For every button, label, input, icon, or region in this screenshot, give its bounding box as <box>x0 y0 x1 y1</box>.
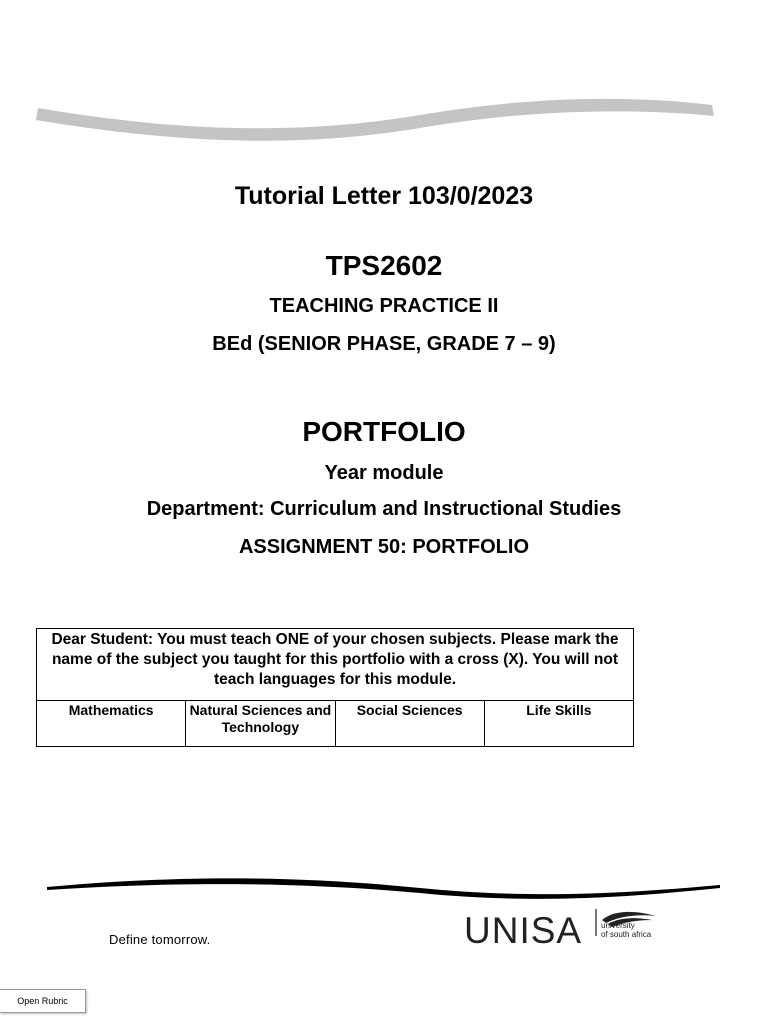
subject-row <box>37 701 633 746</box>
logo-sub-line-2: of south africa <box>601 929 652 939</box>
module-type: Year module <box>324 462 444 484</box>
department: Department: Curriculum and Instructional Studies <box>146 498 622 520</box>
subject-cell-natural-sciences: Natural Sciences and Technology <box>186 701 335 746</box>
subject-cell-mathematics: Mathematics <box>37 701 186 746</box>
tutorial-letter-title: Tutorial Letter 103/0/2023 <box>234 182 534 210</box>
subject-cell-social-sciences: Social Sciences <box>336 701 485 746</box>
subject-cell-life-skills: Life Skills <box>526 702 592 718</box>
subject-notice-table <box>36 628 634 747</box>
module-code: TPS2602 <box>325 250 443 281</box>
qualification: BEd (SENIOR PHASE, GRADE 7 – 9) <box>212 333 556 355</box>
unisa-wordmark: UNISA <box>464 910 583 951</box>
module-name: TEACHING PRACTICE II <box>269 295 499 317</box>
university-subtitle <box>601 922 651 939</box>
portfolio-heading: PORTFOLIO <box>302 416 466 447</box>
assignment-title: ASSIGNMENT 50: PORTFOLIO <box>238 536 530 558</box>
top-swoosh-decoration <box>0 80 768 150</box>
notice-text: Dear Student: You must teach ONE of your chosen subjects. Please mark the name of the subject you taught for this portfolio with a cross (X). You will not teach languages for this module. <box>37 629 633 701</box>
tagline: Define tomorrow. <box>109 932 211 947</box>
logo-sub-line-1: university <box>601 921 635 930</box>
open-rubric-button[interactable]: Open Rubric <box>0 989 86 1013</box>
unisa-logo <box>464 904 664 954</box>
